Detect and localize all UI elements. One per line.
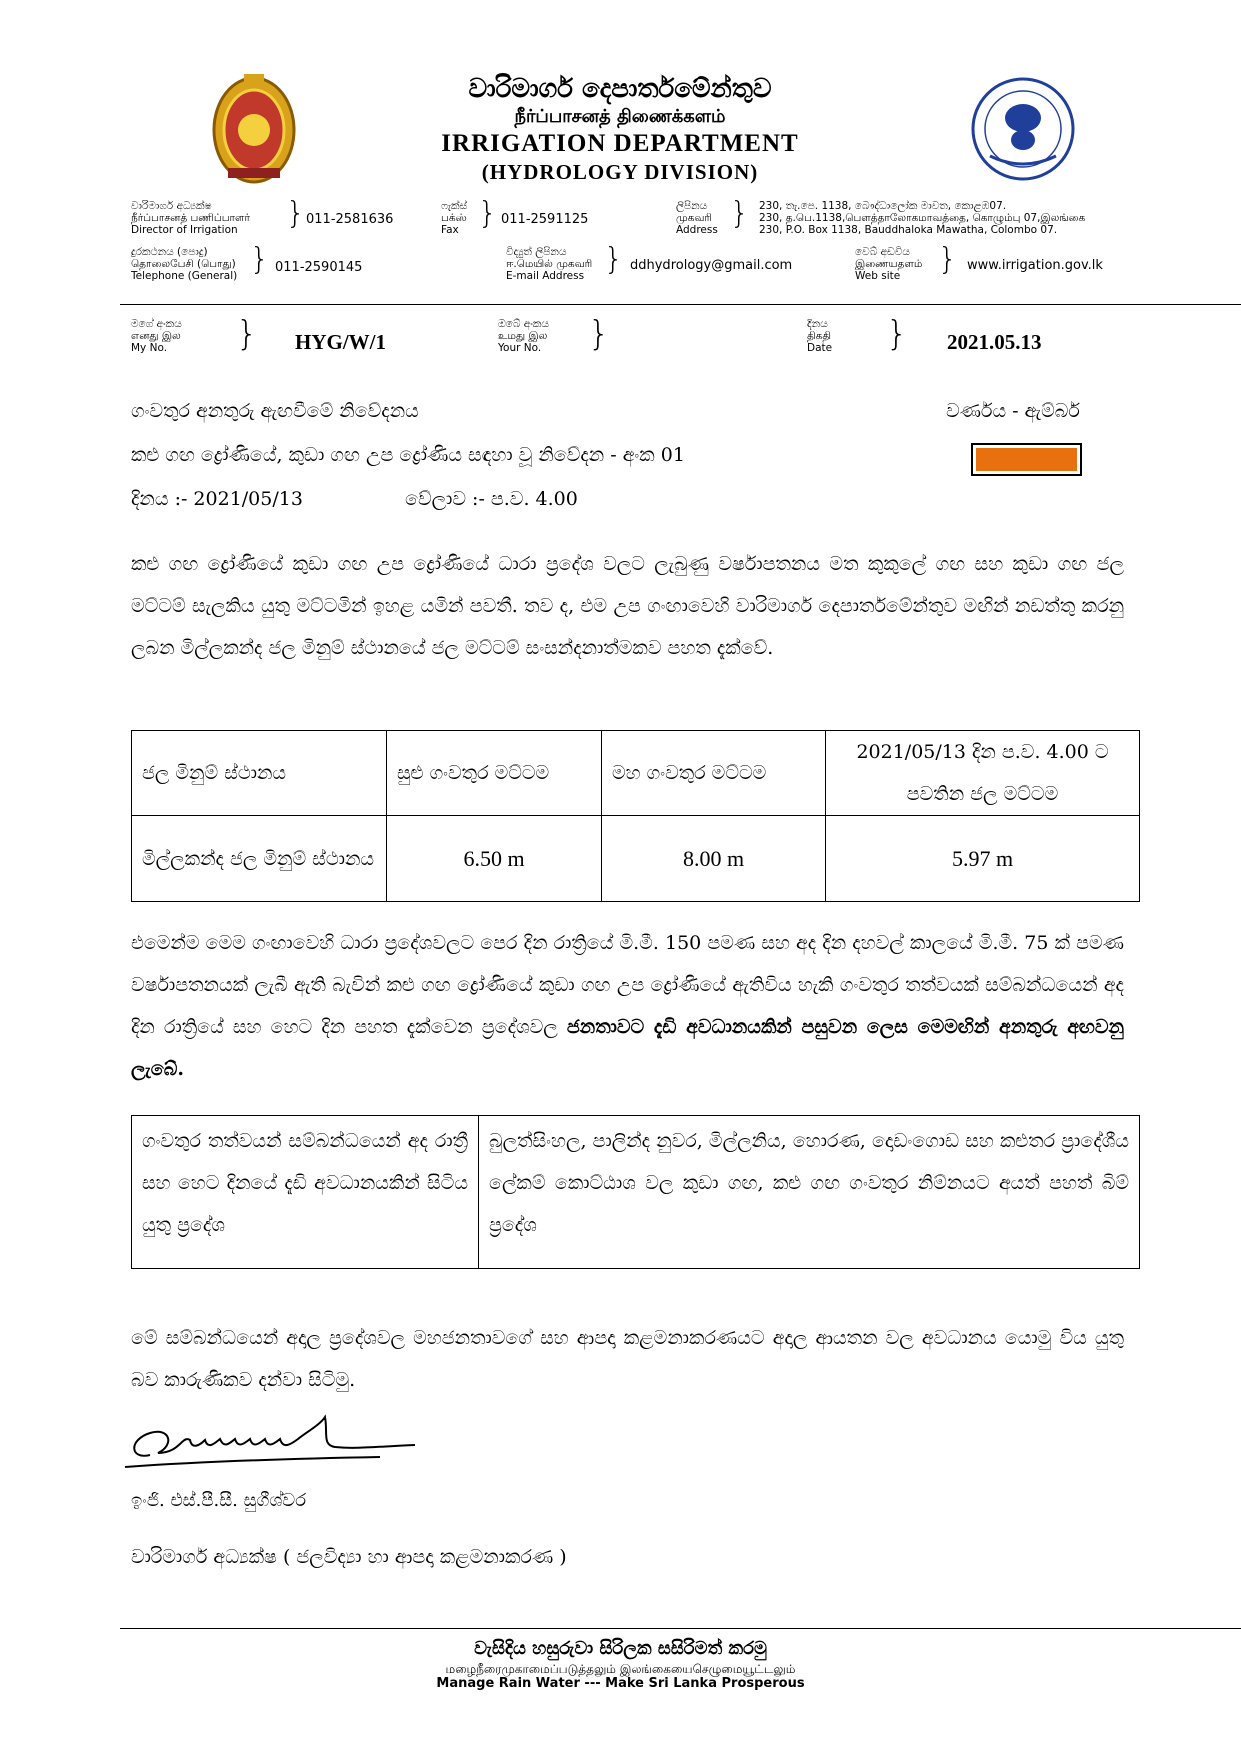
footer-slogan-english: Manage Rain Water --- Make Sri Lanka Prosperous xyxy=(436,1676,805,1691)
signatory-name: ඉංජි. එස්.පී.සී. සුගීශ්වර xyxy=(131,1490,307,1511)
brace: } xyxy=(588,314,610,354)
brace: } xyxy=(730,196,750,231)
brace: } xyxy=(604,242,624,277)
director-label: වාරිමාර්ග අධ්‍යක්ෂ நீர்ப்பாசனத் பணிப்பாளர் Director of Irrigation xyxy=(131,200,251,236)
my-reference-number: HYG/W/1 xyxy=(295,330,387,354)
notice-subheading: කළු ගඟ ද්‍රෝණියේ, කුඩා ගඟ උප ද්‍රෝණිය සඳහා වූ නිවේදන - අංක 01 xyxy=(131,444,685,466)
director-phone: 011-2581636 xyxy=(306,212,394,227)
notice-heading: ගංවතුර අනතුරු ඇඟවීමේ නිවේදනය xyxy=(131,400,419,422)
telephone-number: 011-2590145 xyxy=(275,260,363,275)
areas-label: ගංවතුර තත්වයන් සම්බන්ධයෙන් අද රාත්‍රී සහ හෙට දිනයේ දැඩි අවධානයකින් සිටිය යුතු ප්‍රදේශ xyxy=(132,1116,479,1269)
website-url[interactable]: www.irrigation.gov.lk xyxy=(967,258,1103,273)
email-label: විද්‍යුත් ලිපිනය ஈ.மெயில் முகவரி E-mail Address xyxy=(506,246,593,282)
footer-divider xyxy=(120,1628,1241,1629)
notice-date: දිනය :- 2021/05/13 xyxy=(131,488,303,510)
station-name: මිල්ලකන්ද ජල මිනුම් ස්ථානය xyxy=(132,816,387,902)
affected-areas-table xyxy=(131,1115,1140,1269)
alert-colour-label: වර්ණය - ඇම්බර් xyxy=(946,400,1080,422)
paragraph-request: මේ සම්බන්ධයෙන් අදාල ප්‍රදේශවල මහජනතාවගේ සහ ආපදා කළමනාකරණයට අදාල ආයතන වල අවධානය යොමු විය යුතු බව කාරුණිකව දන්වා සිටිමු. xyxy=(131,1327,1124,1391)
footer-slogan-sinhala: වැසිදිය හසුරුවා සිරිලක සසිරිමත් කරමු xyxy=(474,1638,767,1659)
warning-emphasis: ජනතාවට දැඩි අවධානයකින් පසුවන ලෙස මෙමඟින් අනතුරු අඟවනු ලැබේ. xyxy=(131,1016,1124,1080)
current-water-level: 5.97 m xyxy=(826,816,1140,902)
address-label: ලිපිනය முகவரி Address xyxy=(676,200,718,236)
paragraph-situation: කළු ගඟ ද්‍රෝණියේ කුඩා ගඟ උප ද්‍රෝණියේ ධාරා ප්‍රදේශ වලට ලැබුණු වර්ෂාපතනය මත කුකුලේ ගඟ සහ කුඩා ගඟ ජල මට්ටම් සැලකිය යුතු මට්ටමින් ඉහළ යමින් පවතී. තව ද, එම උප ගංඟාවෙහි වාරිමාර්ග දෙපාර්තමේන්තුව මඟින් නඩත්තු කරනු ලබන මිල්ලකන්ද ජල මිනුම් ස්ථානයේ ජල මට්ටම් සංසන්දනාත්මකව පහත දැක්වේ. xyxy=(131,553,1124,659)
hydrology-division-logo xyxy=(970,76,1076,182)
fax-label: ෆැක්ස් பக்ஸ் Fax xyxy=(441,200,468,236)
fax-number: 011-2591125 xyxy=(501,212,589,227)
brace: } xyxy=(236,314,258,354)
division-title: (HYDROLOGY DIVISION) xyxy=(481,160,759,184)
water-level-table xyxy=(131,730,1140,902)
header-divider xyxy=(120,304,1241,305)
your-no-label: ඔබේ අංකය உமது இல Your No. xyxy=(498,318,549,354)
address-value: 230, තැ.පෙ. 1138, බෞද්ධාලෝක මාවත, කොළඹ07. 230, த.பெ.1138,பௌத்தாலோகமாவத்தை, கொழும்பு 07,இலங்கை 230, P.O. Box 1138, Bauddhaloka Mawatha, Colombo 07. xyxy=(759,200,1086,236)
header-minor-flood: සුළු ගංවතුර මට්ටම xyxy=(387,731,602,816)
signature xyxy=(120,1405,420,1485)
telephone-label: දුරකථනය (පොදු) தொலைபேசி (பொது) Telephone (General) xyxy=(131,246,238,282)
areas-list: බුලත්සිංහල, පාලින්ද නුවර, මිල්ලනිය, හොරණ, දොඩංගොඩ සහ කළුතර ප්‍රාදේශීය ලේකම් කොට්ඨාශ වල කුඩා ගඟ, කළු ගඟ ගංවතුර නිම්නයට අයත් පහත් බිම් ප්‍රදේශ xyxy=(479,1116,1140,1269)
header-major-flood: මහ ගංවතුර මට්ටම xyxy=(602,731,826,816)
brace: } xyxy=(478,196,498,231)
dept-title-sinhala: වාරිමාර්ග දෙපාර්තමේන්තුව xyxy=(468,74,772,104)
footer-slogan-tamil: மழைநீரைமுகாமைப்படுத்தலும் இலங்கையைசெழுமையூட்டலும் xyxy=(445,1662,796,1676)
warning-text: එමෙන්ම මෙම ගංඟාවෙහි ධාරා ප්‍රදේශවලට පෙර දින රාත්‍රියේ මි.මී. 150 පමණ සහ අද දින දහවල් කාලයේ මි.මී. 75 ක් පමණ වර්ෂාපතනයක් ලැබී ඇති බැවින් කළු ගඟ ද්‍රෝණියේ කුඩා ගඟ උප ද්‍රෝණියේ ඇතිවිය හැකි ගංවතුර තත්වයක් සම්බන්ධයෙන් අද දින රාත්‍රියේ සහ හෙට දින පහත දැක්වෙන ප්‍රදේශවල xyxy=(131,932,1124,1038)
letter-date: 2021.05.13 xyxy=(947,330,1042,354)
dept-title-tamil: நீர்ப்பாசனத் திணைக்களம் xyxy=(514,106,726,127)
minor-flood-level: 6.50 m xyxy=(387,816,602,902)
dept-title-english: IRRIGATION DEPARTMENT xyxy=(441,130,799,157)
table-row xyxy=(132,816,1140,902)
sri-lanka-emblem-logo xyxy=(208,68,300,186)
header-station: ජල මිනුම් ස්ථානය xyxy=(132,731,387,816)
amber-alert-box xyxy=(971,443,1082,476)
header-current-level: 2021/05/13 දින ප.ව. 4.00 ට පවතින ජල මට්ටම xyxy=(826,731,1140,816)
paragraph-warning xyxy=(131,922,1124,1090)
brace: } xyxy=(250,242,270,277)
table-row xyxy=(132,1116,1140,1269)
my-no-label: මගේ අංකය எனது இல My No. xyxy=(131,318,182,354)
brace: } xyxy=(938,242,958,277)
amber-colour-swatch xyxy=(976,448,1077,471)
website-label: වෙබ් අඩවිය இணையதளம் Web site xyxy=(855,246,923,282)
signatory-title: වාරිමාර්ග අධ්‍යක්ෂ ( ජලවිද්‍යා හා ආපදා කළමනාකරණ ) xyxy=(131,1546,567,1568)
brace: } xyxy=(286,196,306,231)
email-address[interactable]: ddhydrology@gmail.com xyxy=(630,258,793,273)
date-label: දිනය திகதி Date xyxy=(807,318,833,354)
notice-time: වේලාව :- ප.ව. 4.00 xyxy=(405,488,578,510)
table-header-row xyxy=(132,731,1140,816)
major-flood-level: 8.00 m xyxy=(602,816,826,902)
brace: } xyxy=(886,314,908,354)
